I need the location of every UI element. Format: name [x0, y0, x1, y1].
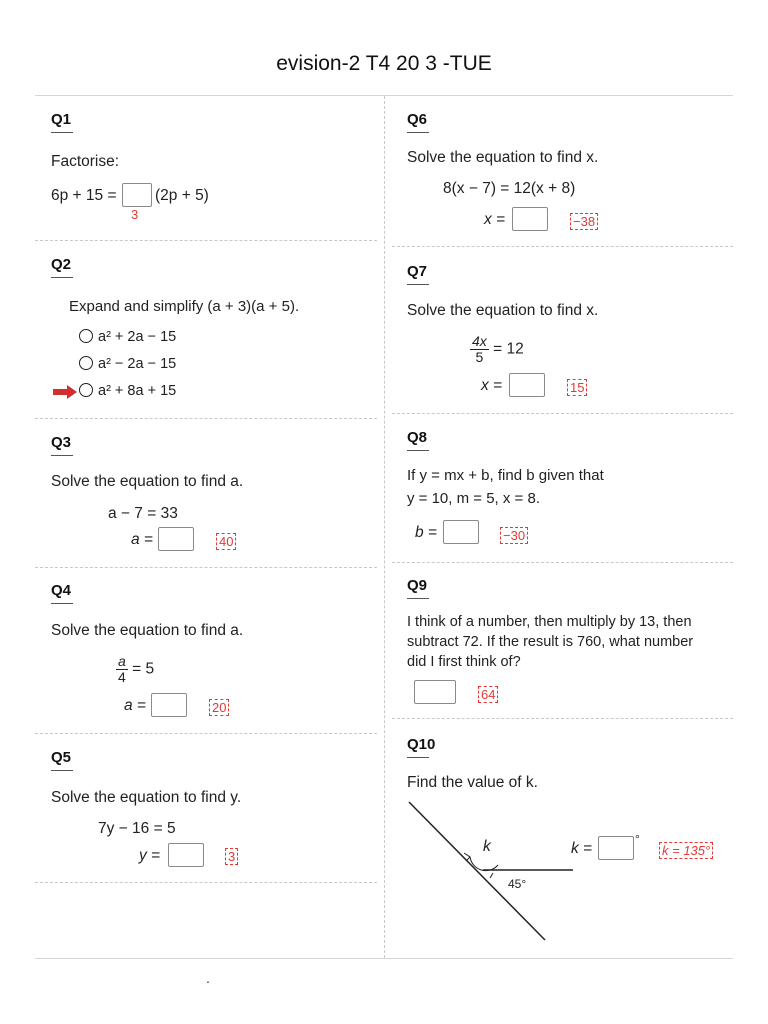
page-title: evision-2 T4 20 3 -TUE: [276, 52, 492, 75]
q7-label: Q7: [407, 263, 429, 285]
q9-line2: subtract 72. If the result is 760, what number: [407, 634, 694, 650]
radio-icon: [79, 329, 93, 343]
q3-label: Q3: [51, 434, 73, 456]
arc-arrow-icon: [464, 853, 470, 861]
q6-answer-input[interactable]: [512, 207, 548, 231]
q10-answer: k = 135°: [659, 842, 713, 859]
q10-answer-input[interactable]: [598, 836, 634, 860]
q10-prompt: Find the value of k.: [407, 774, 538, 791]
q4-label: Q4: [51, 582, 73, 604]
q9-line3: did I first think of?: [407, 654, 521, 670]
q4-equation: $\frac{a}{4}$ = 5: [118, 653, 155, 685]
q9-answer-input[interactable]: [414, 680, 456, 704]
q2-prompt: Expand and simplify (a + 3)(a + 5).: [69, 298, 300, 315]
q5-label: Q5: [51, 749, 73, 771]
q10-angle-k-label: k: [483, 838, 491, 855]
column-divider: [384, 96, 385, 958]
angle-45-marker: [490, 873, 493, 878]
q4-prompt: Solve the equation to find a.: [51, 622, 244, 639]
q1-prompt: Factorise:: [51, 153, 120, 170]
q7-answer-input[interactable]: [509, 373, 545, 397]
q5-equation: 7y − 16 = 5: [98, 820, 176, 837]
q1-label: Q1: [51, 111, 73, 133]
divider-q2: [35, 418, 377, 419]
q8-var-label: b =: [415, 524, 437, 541]
q8-line2: y = 10, m = 5, x = 8.: [407, 490, 540, 507]
q4-var-label: a =: [124, 697, 146, 714]
q10-label: Q10: [407, 736, 435, 758]
q8-label: Q8: [407, 429, 429, 451]
q2-option-1[interactable]: a² + 2a − 15: [79, 329, 176, 345]
q3-prompt: Solve the equation to find a.: [51, 473, 244, 490]
angle-diagram: [400, 795, 593, 945]
divider-q3: [35, 567, 377, 568]
divider-q4: [35, 733, 377, 734]
footer-dot: .: [206, 970, 210, 986]
q5-answer-input[interactable]: [168, 843, 204, 867]
divider-q6: [392, 246, 733, 247]
q10-var-label: k =: [571, 840, 593, 857]
q4-answer-input[interactable]: [151, 693, 187, 717]
q7-prompt: Solve the equation to find x.: [407, 302, 599, 319]
q2-option-3[interactable]: a² + 8a + 15: [79, 383, 176, 399]
q1-eq-right: (2p + 5): [155, 187, 209, 204]
divider-q9: [392, 718, 733, 719]
q9-line1: I think of a number, then multiply by 13, then: [407, 614, 692, 630]
q8-line1: If y = mx + b, find b given that: [407, 467, 604, 484]
q4-answer: 20: [209, 699, 229, 716]
q10-degree-symbol: °: [635, 832, 640, 846]
q8-answer: −30: [500, 527, 528, 544]
q7-fraction: $\frac{4x}{5}$: [472, 333, 487, 365]
footer-divider: [35, 958, 733, 959]
q7-answer: 15: [567, 379, 587, 396]
q4-fraction: $\frac{a}{4}$: [118, 653, 126, 685]
q6-prompt: Solve the equation to find x.: [407, 149, 599, 166]
q3-answer-input[interactable]: [158, 527, 194, 551]
q5-answer: 3: [225, 848, 238, 865]
q6-label: Q6: [407, 111, 429, 133]
q3-var-label: a =: [131, 531, 153, 548]
q3-answer: 40: [216, 533, 236, 550]
radio-icon: [79, 356, 93, 370]
q1-answer-input[interactable]: [122, 183, 152, 207]
q1-answer: 3: [131, 207, 139, 222]
q10-angle-45-label: 45°: [508, 877, 527, 891]
q6-answer: −38: [570, 213, 598, 230]
q2-option-2[interactable]: a² − 2a − 15: [79, 356, 176, 372]
q6-equation: 8(x − 7) = 12(x + 8): [443, 180, 576, 197]
q9-label: Q9: [407, 577, 429, 599]
divider-q1: [35, 240, 377, 241]
q5-prompt: Solve the equation to find y.: [51, 789, 242, 806]
divider-q8: [392, 562, 733, 563]
transversal-line: [409, 802, 545, 940]
divider-q7: [392, 413, 733, 414]
divider-q5: [35, 882, 377, 883]
q9-answer: 64: [478, 686, 498, 703]
q3-equation: a − 7 = 33: [108, 505, 178, 522]
q6-var-label: x =: [484, 211, 506, 228]
q5-var-label: y =: [139, 847, 161, 864]
q7-equation: $\frac{4x}{5}$ = 12: [472, 333, 524, 365]
q8-answer-input[interactable]: [443, 520, 479, 544]
red-arrow-icon: [52, 385, 78, 399]
q1-eq-left: 6p + 15 =: [51, 187, 117, 204]
q7-var-label: x =: [481, 377, 503, 394]
radio-icon: [79, 383, 93, 397]
q2-label: Q2: [51, 256, 73, 278]
